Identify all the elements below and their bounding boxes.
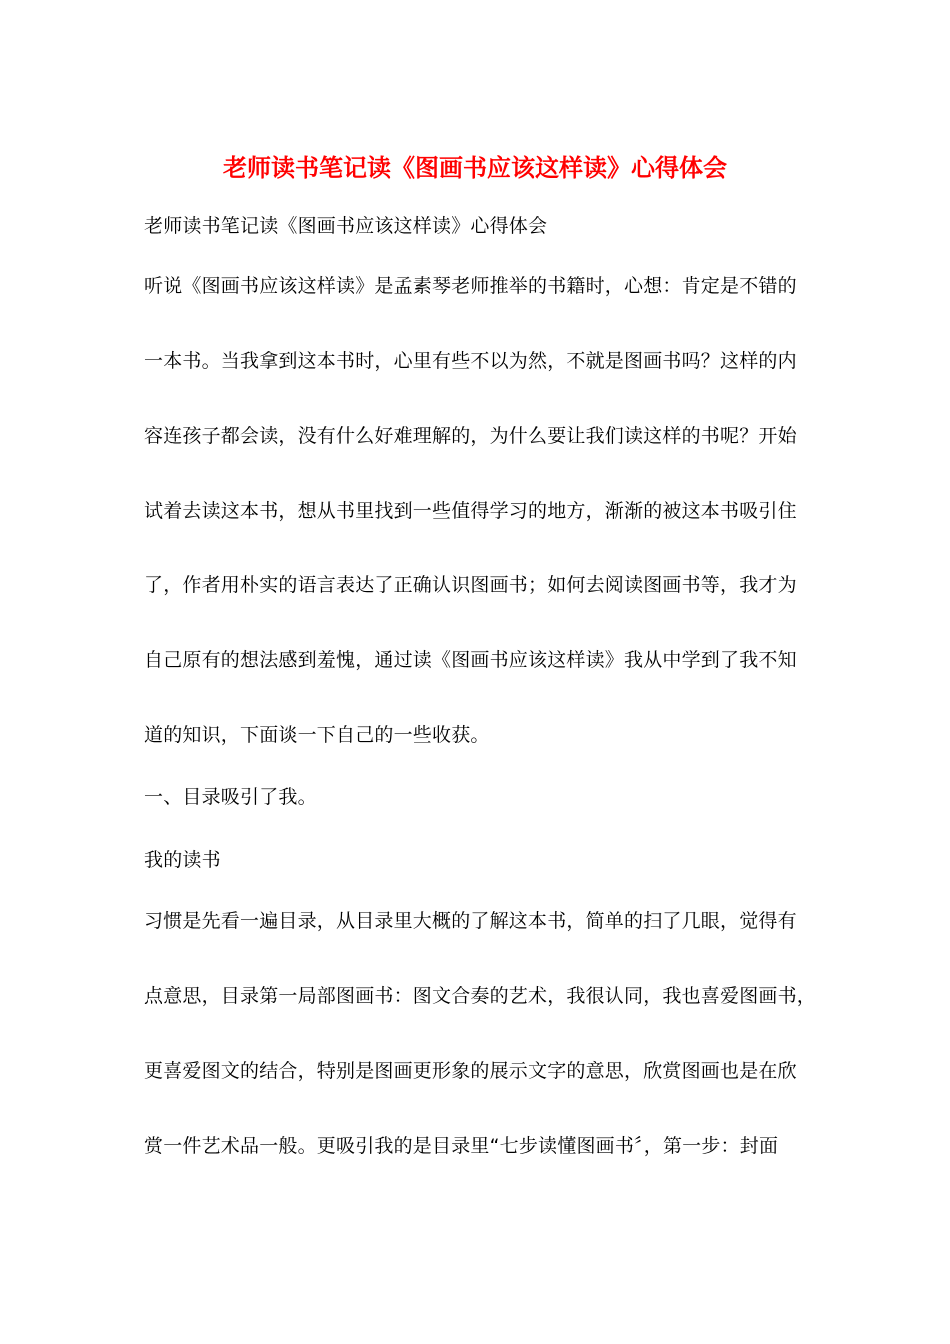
paragraph-line: 更喜爱图文的结合，特别是图画更形象的展示文字的意思，欣赏图画也是在欣 (144, 1060, 797, 1082)
paragraph-line: 试着去读这本书，想从书里找到一些值得学习的地方，渐渐的被这本书吸引住 (144, 500, 797, 522)
paragraph-line: 道的知识，下面谈一下自己的一些收获。 (144, 724, 490, 746)
paragraph-line: 点意思，目录第一局部图画书：图文合奏的艺术，我很认同，我也喜爱图画书， (144, 985, 817, 1007)
paragraph-line: 容连孩子都会读，没有什么好难理解的，为什么要让我们读这样的书呢？开始 (144, 425, 797, 447)
paragraph-line: 习惯是先看一遍目录，从目录里大概的了解这本书，简单的扫了几眼，觉得有 (144, 910, 797, 932)
document-subtitle: 老师读书笔记读《图画书应该这样读》心得体会 (144, 215, 548, 237)
paragraph-line: 听说《图画书应该这样读》是孟素琴老师推举的书籍时，心想：肯定是不错的 (144, 275, 797, 297)
paragraph-line: 了，作者用朴实的语言表达了正确认识图画书；如何去阅读图画书等，我才为 (144, 574, 797, 596)
document-title: 老师读书笔记读《图画书应该这样读》心得体会 (223, 153, 727, 182)
paragraph-line: 一本书。当我拿到这本书时，心里有些不以为然，不就是图画书吗？这样的内 (144, 350, 797, 372)
section-heading: 一、目录吸引了我。 (144, 786, 317, 808)
paragraph-line: 我的读书 (144, 849, 221, 871)
paragraph-line: 赏一件艺术品一般。更吸引我的是目录里“七步读懂图画书〞，第一步：封面 (144, 1135, 779, 1157)
paragraph-line: 自己原有的想法感到羞愧，通过读《图画书应该这样读》我从中学到了我不知 (144, 649, 797, 671)
